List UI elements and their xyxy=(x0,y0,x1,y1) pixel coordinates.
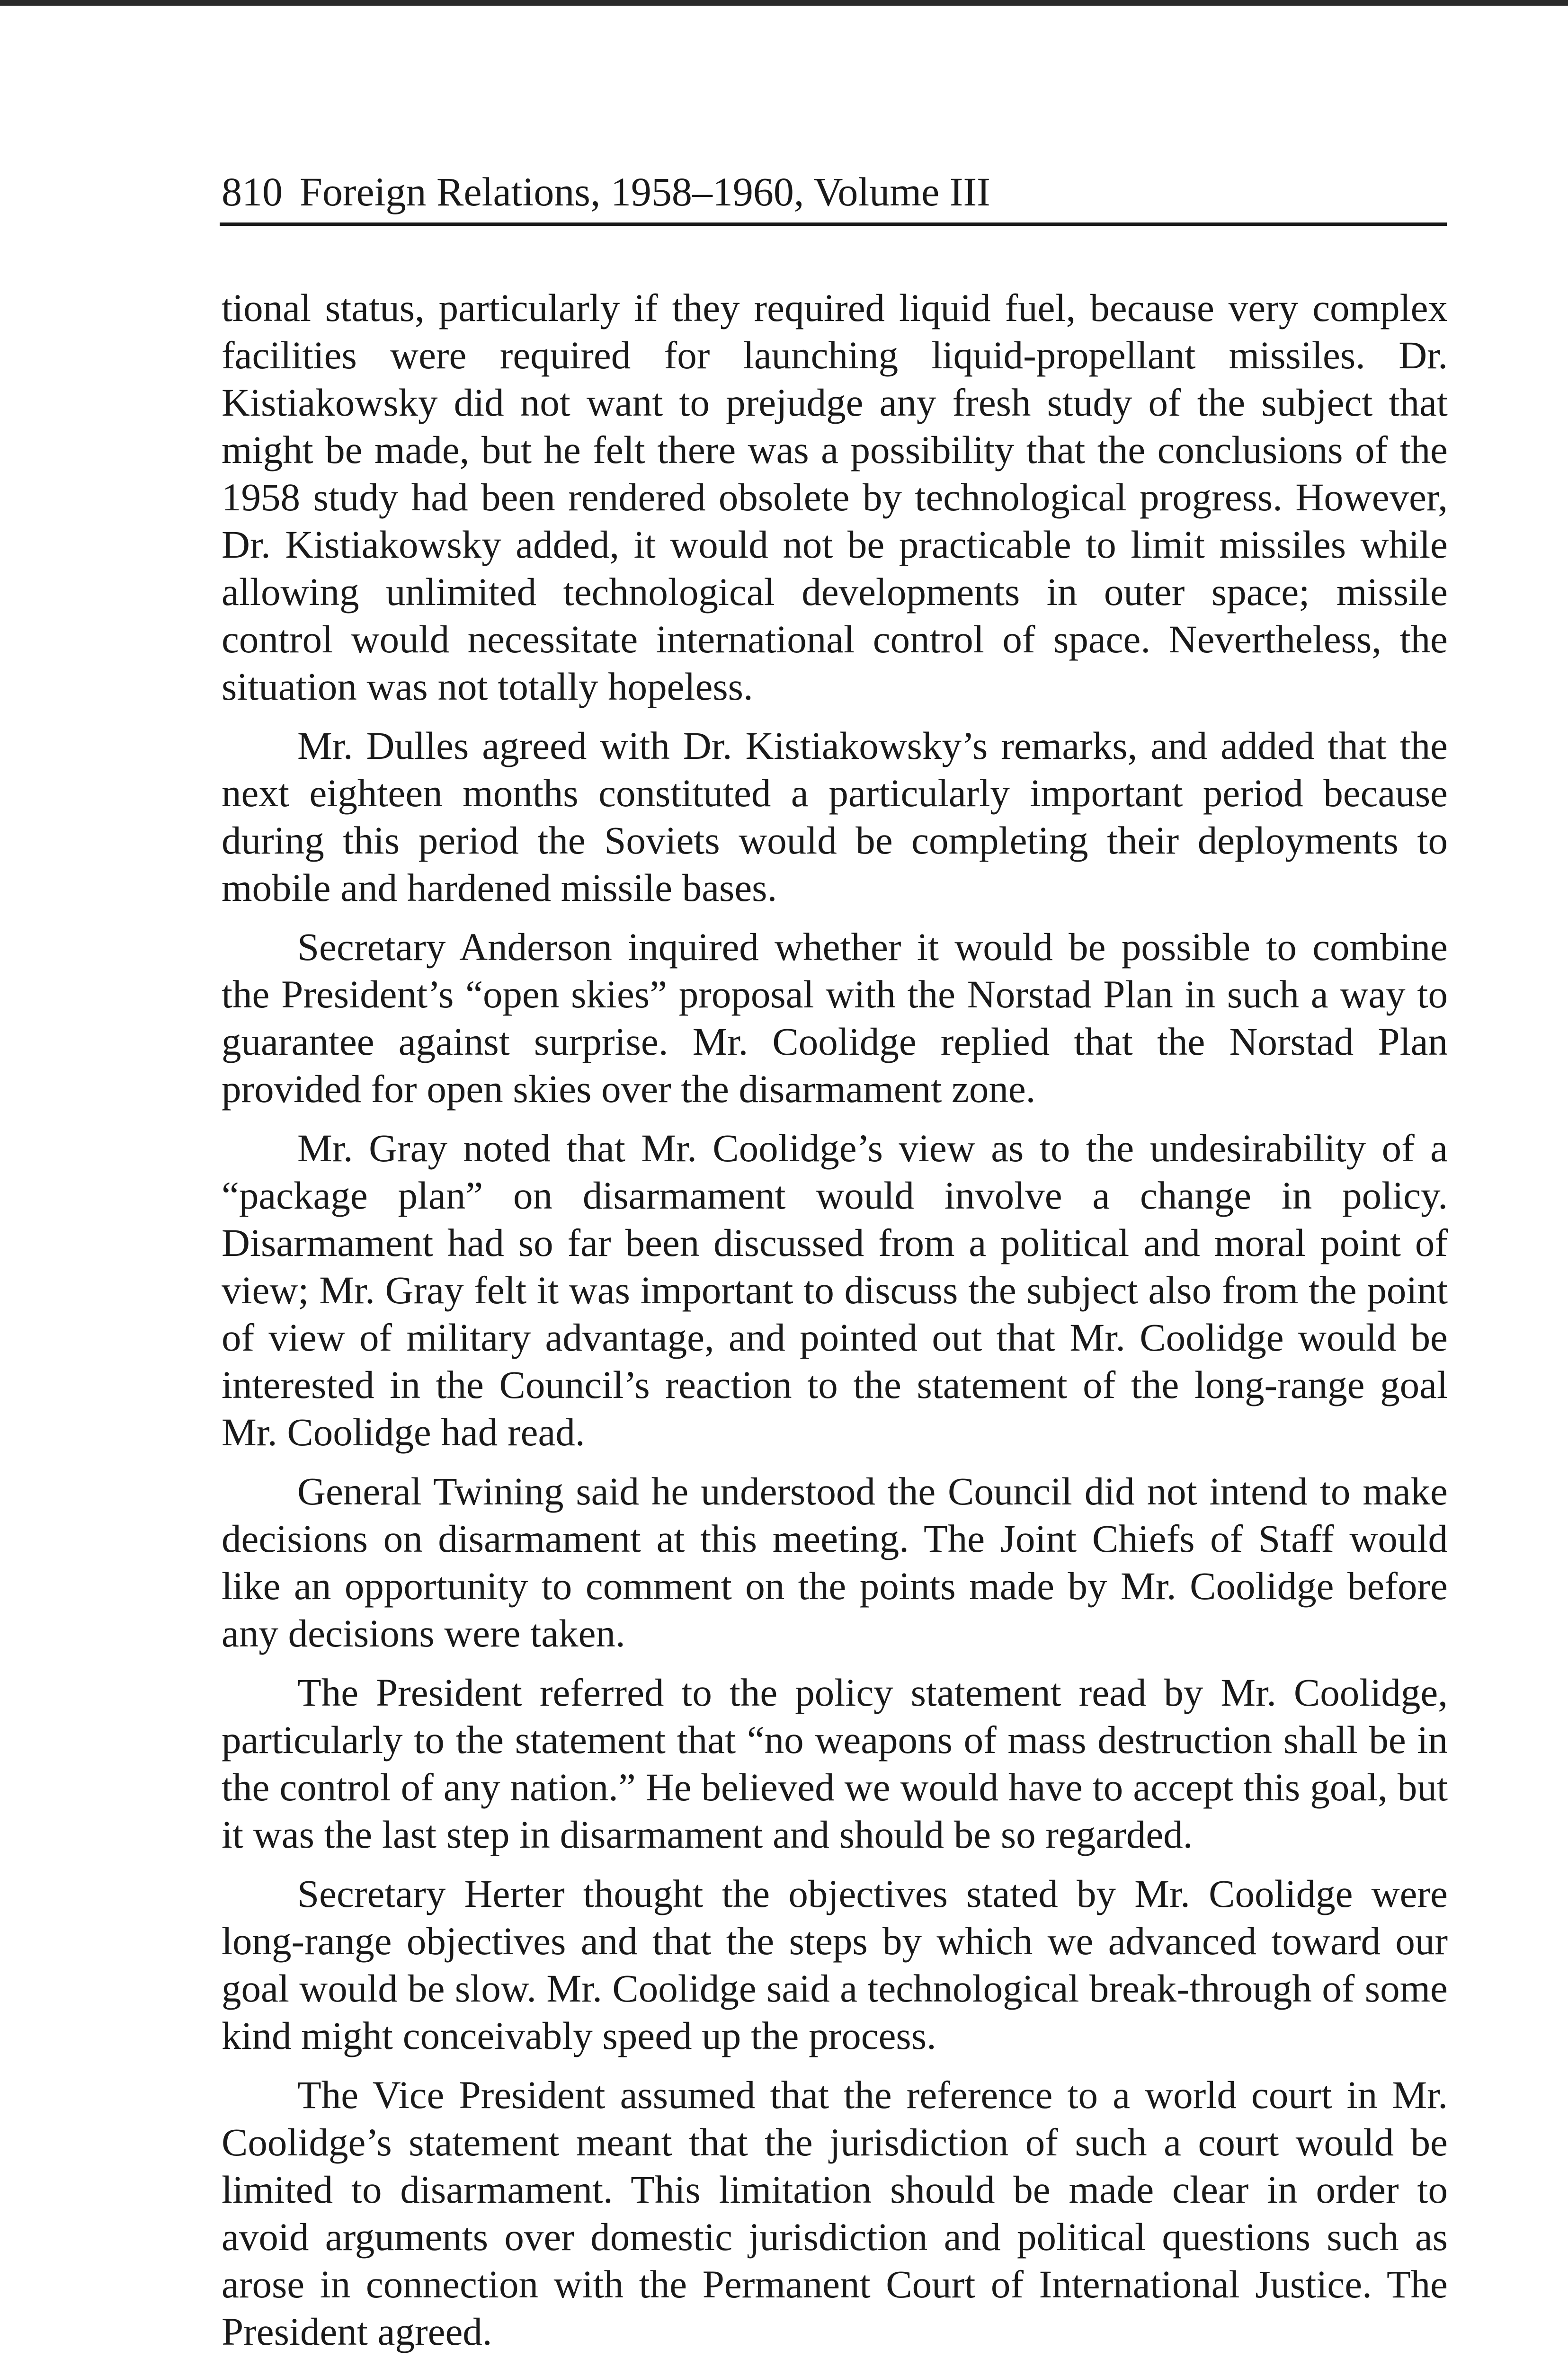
paragraph: General Twining said he understood the Council did not intend to make decisions on disarmament at this meeting. The Joint Chiefs of Staff would like an opportunity to comment on the points made by Mr. Coolidge before any decisions were taken. xyxy=(222,1469,1448,1655)
paragraph: The Vice President assumed that the reference to a world court in Mr. Coolidge’s statement meant that the jurisdiction of such a court would be limited to disarmament. This limitation should be made clear in order to avoid arguments over domestic jurisdiction and political questions such as arose in connection with the Permanent Court of International Justice. The President agreed. xyxy=(222,2073,1448,2353)
paragraph: Mr. Dulles agreed with Dr. Kistiakowsky’s remarks, and added that the next eighteen months constituted a particularly important period because during this period the Soviets would be completing their deployments to mobile and hardened missile bases. xyxy=(222,724,1448,909)
paragraph: Secretary Herter thought the objectives stated by Mr. Coolidge were long-range objectives and that the steps by which we advanced toward our goal would be slow. Mr. Coolidge said a technological break-through of some kind might conceivably speed up the process. xyxy=(222,1872,1448,2057)
page-number: 810 xyxy=(222,169,283,214)
paragraph: Secretary Anderson inquired whether it would be possible to combine the President’s “open skies” proposal with the Norstad Plan in such a way to guarantee against surprise. Mr. Coolidge replied that the Norstad Plan provided for open skies over the disarmament zone. xyxy=(222,925,1448,1111)
paragraph: The President referred to the policy statement read by Mr. Coolidge, particularly to the statement that “no weapons of mass destruction shall be in the control of any nation.” He believed we would have to accept this goal, but it was the last step in disarmament and should be so regarded. xyxy=(222,1671,1448,1856)
paragraph-continuation: tional status, particularly if they required liquid fuel, because very complex facilities were required for launching liquid-propellant missiles. Dr. Kistiakowsky did not want to prejudge any fresh study of the subject that might be made, but he felt there was a possibility that the conclusions of the 1958 study had been rendered obsolete by technological progress. However, Dr. Kistiakowsky added, it would not be practicable to limit missiles while allowing unlimited technological developments in outer space; missile control would necessitate international control of space. Nevertheless, the situation was not totally hopeless. xyxy=(222,286,1448,708)
header-rule xyxy=(220,222,1447,226)
running-head xyxy=(222,166,1448,218)
body-text xyxy=(222,284,1448,2367)
scan-top-edge xyxy=(0,0,1568,6)
paragraph: Mr. Gray noted that Mr. Coolidge’s view as to the undesirability of a “package plan” on disarmament would involve a change in policy. Disarmament had so far been discussed from a political and moral point of view; Mr. Gray felt it was important to discuss the subject also from the point of view of military advantage, and pointed out that Mr. Coolidge would be interested in the Council’s reaction to the statement of the long-range goal Mr. Coolidge had read. xyxy=(222,1126,1448,1454)
running-title: Foreign Relations, 1958–1960, Volume III xyxy=(300,169,990,214)
